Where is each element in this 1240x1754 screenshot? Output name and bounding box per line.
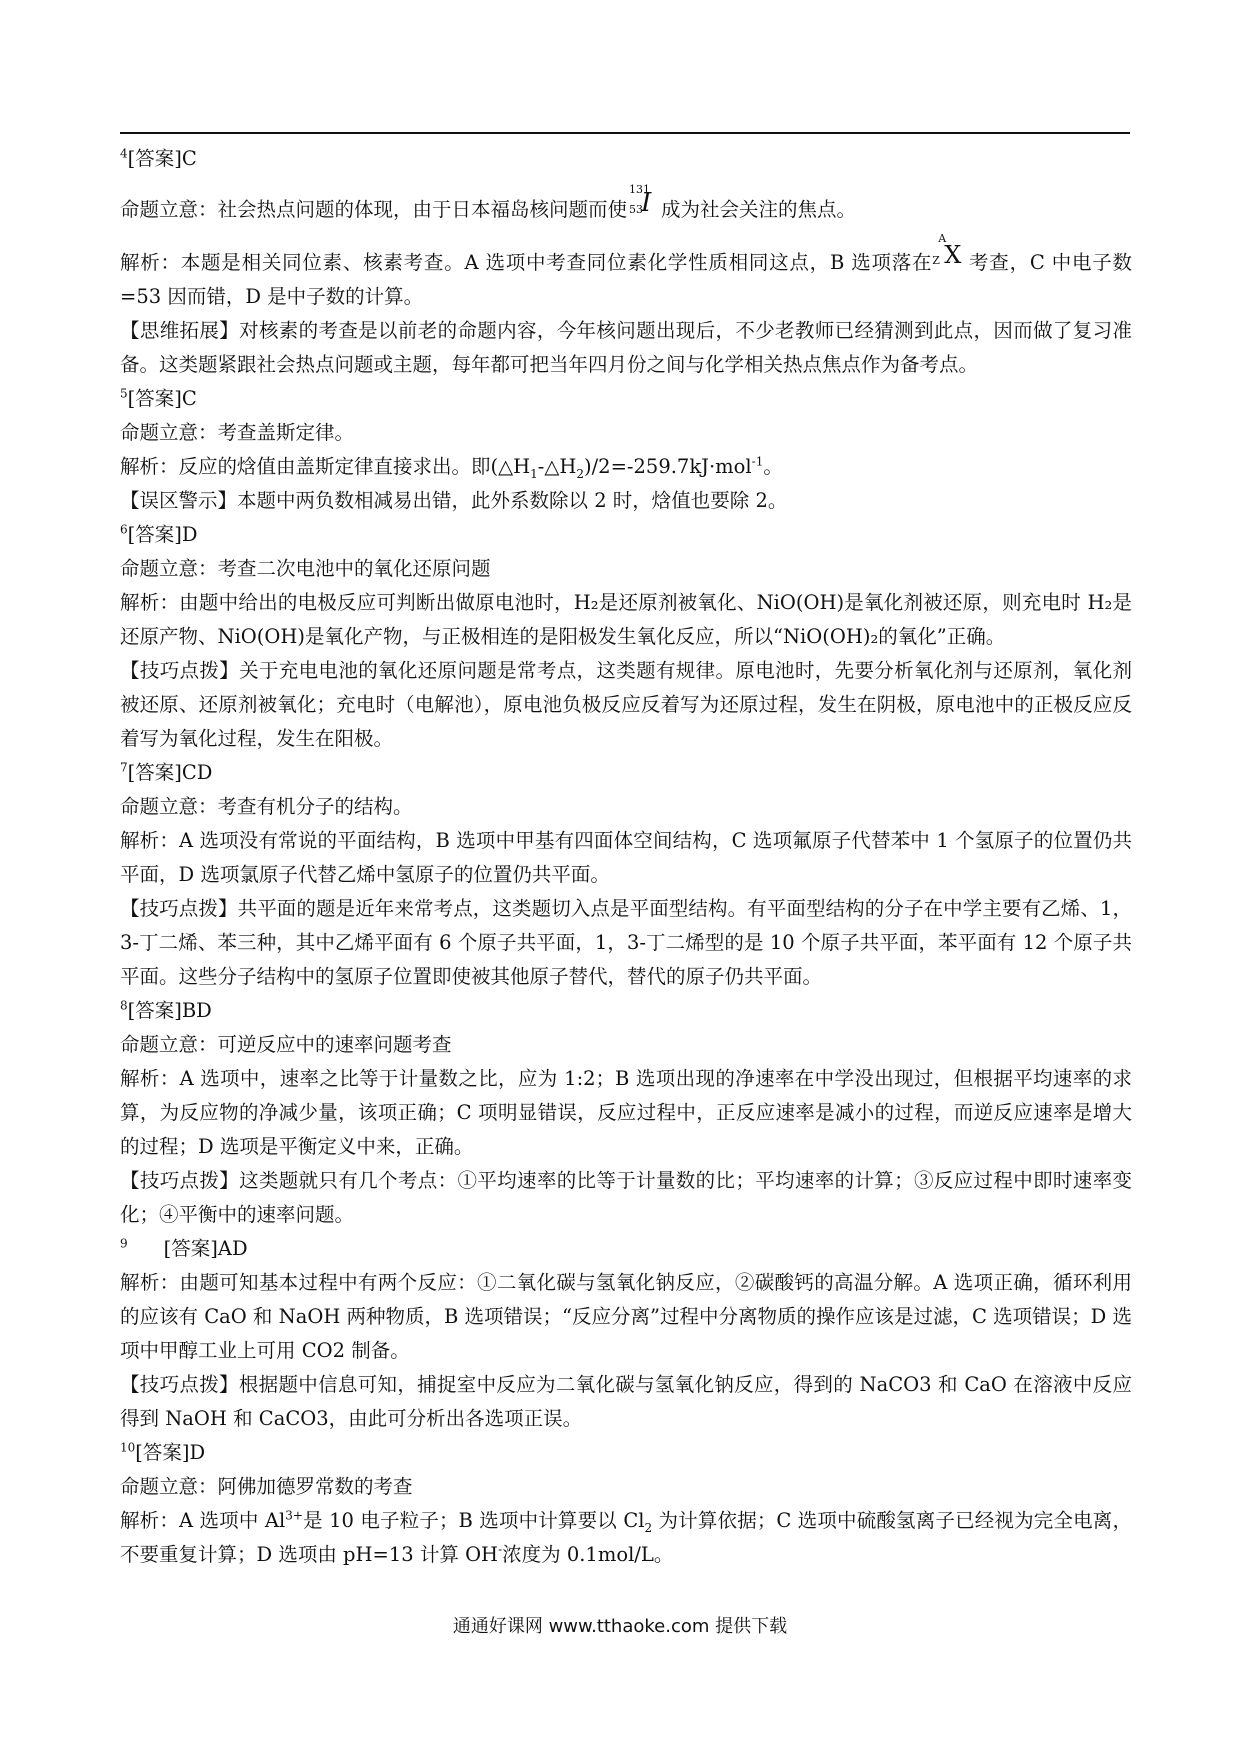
intent-7: 命题立意：考查有机分子的结构。 — [120, 795, 413, 818]
extra-5: 【误区警示】本题中两负数相减易出错，此外系数除以 2 时，焓值也要除 2。 — [120, 489, 788, 512]
answer-9: $^9$ [答案]AD — [120, 1236, 248, 1260]
nuclide-symbol: A Z X — [932, 232, 962, 269]
item-number: 9 — [120, 1236, 128, 1251]
analysis-10: 解析：A 选项中 $Al^{3+}$是 10 电子粒子；B 选项中计算要以 $Cl_2$ 为计算依据；C 选项中硫酸氢离子已经视为完全电离，不要重复计算；D 选项由 pH=13 计算 OH-浓度为 0.1mol/L。 — [120, 1508, 1132, 1566]
item-number: 4 — [120, 146, 128, 161]
item-number: 6 — [120, 522, 128, 537]
extra-6: 【技巧点拨】关于充电电池的氧化还原问题是常考点，这类题有规律。原电池时，先要分析氧化剂与还原剂，氧化剂被还原、还原剂被氧化；充电时（电解池），原电池负极反应反着写为还原过程，发生在阴极，原电池中的正极反应反着写为氧化过程，发生在阳极。 — [120, 659, 1132, 750]
extra-7: 【技巧点拨】共平面的题是近年来常考点，这类题切入点是平面型结构。有平面型结构的分子在中学主要有乙烯、1，3-丁二烯、苯三种，其中乙烯平面有 6 个原子共平面，1，3-丁二烯型的是 10 个原子共平面，苯平面有 12 个原子共平面。这些分子结构中的氢原子位置即使被其他原子替代，替代的原子仍共平面。 — [120, 897, 1132, 988]
item-number: 10 — [120, 1440, 136, 1455]
iodine-nuclide: 131 53 I — [629, 183, 652, 218]
page-footer: 通通好课网 www.tthaoke.com 提供下载 — [452, 1616, 788, 1637]
intent-5: 命题立意：考查盖斯定律。 — [120, 421, 355, 444]
intent-10: 命题立意：阿佛加德罗常数的考查 — [120, 1475, 413, 1498]
item-number: 5 — [120, 386, 128, 401]
item-number: 8 — [120, 998, 128, 1013]
answer-8: $^8$[答案]BD — [120, 998, 212, 1022]
answer-5: $^5$[答案]C — [120, 386, 197, 410]
analysis-7: 解析：A 选项没有常说的平面结构，B 选项中甲基有四面体空间结构，C 选项氟原子代替苯中 1 个氢原子的位置仍共平面，D 选项氯原子代替乙烯中氢原子的位置仍共平面。 — [120, 829, 1132, 886]
header-rule — [120, 132, 1130, 134]
item-number: 7 — [120, 760, 128, 775]
analysis-5: 解析：反应的焓值由盖斯定律直接求出。即$(\triangle H_1-\triangle H_2)/2=-259.7kJ\cdot mol^{-1}$。 — [120, 454, 783, 481]
extra-9: 【技巧点拨】根据题中信息可知，捕捉室中反应为二氧化碳与氢氧化钠反应，得到的 NaCO3 和 CaO 在溶液中反应得到 NaOH 和 CaCO3，由此可分析出各选项正误。 — [120, 1373, 1132, 1430]
extra-4: 【思维拓展】对核素的考查是以前老的命题内容，今年核问题出现后，不少老教师已经猜测到此点，因而做了复习准备。这类题紧跟社会热点问题或主题，每年都可把当年四月份之间与化学相关热点焦点作为备考点。 — [120, 319, 1132, 376]
extra-8: 【技巧点拨】这类题就只有几个考点：①平均速率的比等于计量数的比；平均速率的计算；③反应过程中即时速率变化；④平衡中的速率问题。 — [120, 1169, 1132, 1226]
answer-content — [120, 142, 1132, 1572]
analysis-9: 解析：由题可知基本过程中有两个反应：①二氧化碳与氢氧化钠反应，②碳酸钙的高温分解。A 选项正确，循环利用的应该有 CaO 和 NaOH 两种物质，B 选项错误；“反应分离”过程中分离物质的操作应该是过滤，C 选项错误；D 选项中甲醇工业上可用 CO2 制备。 — [120, 1271, 1132, 1362]
analysis-6: 解析：由题中给出的电极反应可判断出做原电池时，H₂是还原剂被氧化、NiO(OH)是氧化剂被还原，则充电时 H₂是还原产物、NiO(OH)是氧化产物，与正极相连的是阳极发生氧化反应，所以“NiO(OH)₂的氧化”正确。 — [120, 591, 1132, 648]
answer-text: [答案]C — [127, 147, 197, 170]
analysis-8: 解析：A 选项中，速率之比等于计量数之比，应为 1:2；B 选项出现的净速率在中学没出现过，但根据平均速率的求算，为反应物的净减少量，该项正确；C 项明显错误，反应过程中，正反应速率是减小的过程，而逆反应速率是增大的过程；D 选项是平衡定义中来，正确。 — [120, 1067, 1132, 1158]
intent-4: 命题立意：社会热点问题的体现，由于日本福岛核问题而使 131 53 I 成为社会关注的焦点。 — [120, 183, 857, 221]
answer-10: $^{10}$[答案]D — [120, 1440, 206, 1464]
answer-6: $^6$[答案]D — [120, 522, 198, 546]
intent-8: 命题立意：可逆反应中的速率问题考查 — [120, 1033, 452, 1056]
answer-4 — [120, 142, 1132, 176]
answer-7: $^7$[答案]CD — [120, 760, 213, 784]
analysis-4: 解析：本题是相关同位素、核素考查。A 选项中考查同位素化学性质相同这点，B 选项落在 A Z X 考查，C 中电子数=53 因而错，D 是中子数的计算。 — [120, 232, 1132, 308]
intent-6: 命题立意：考查二次电池中的氧化还原问题 — [120, 557, 491, 580]
